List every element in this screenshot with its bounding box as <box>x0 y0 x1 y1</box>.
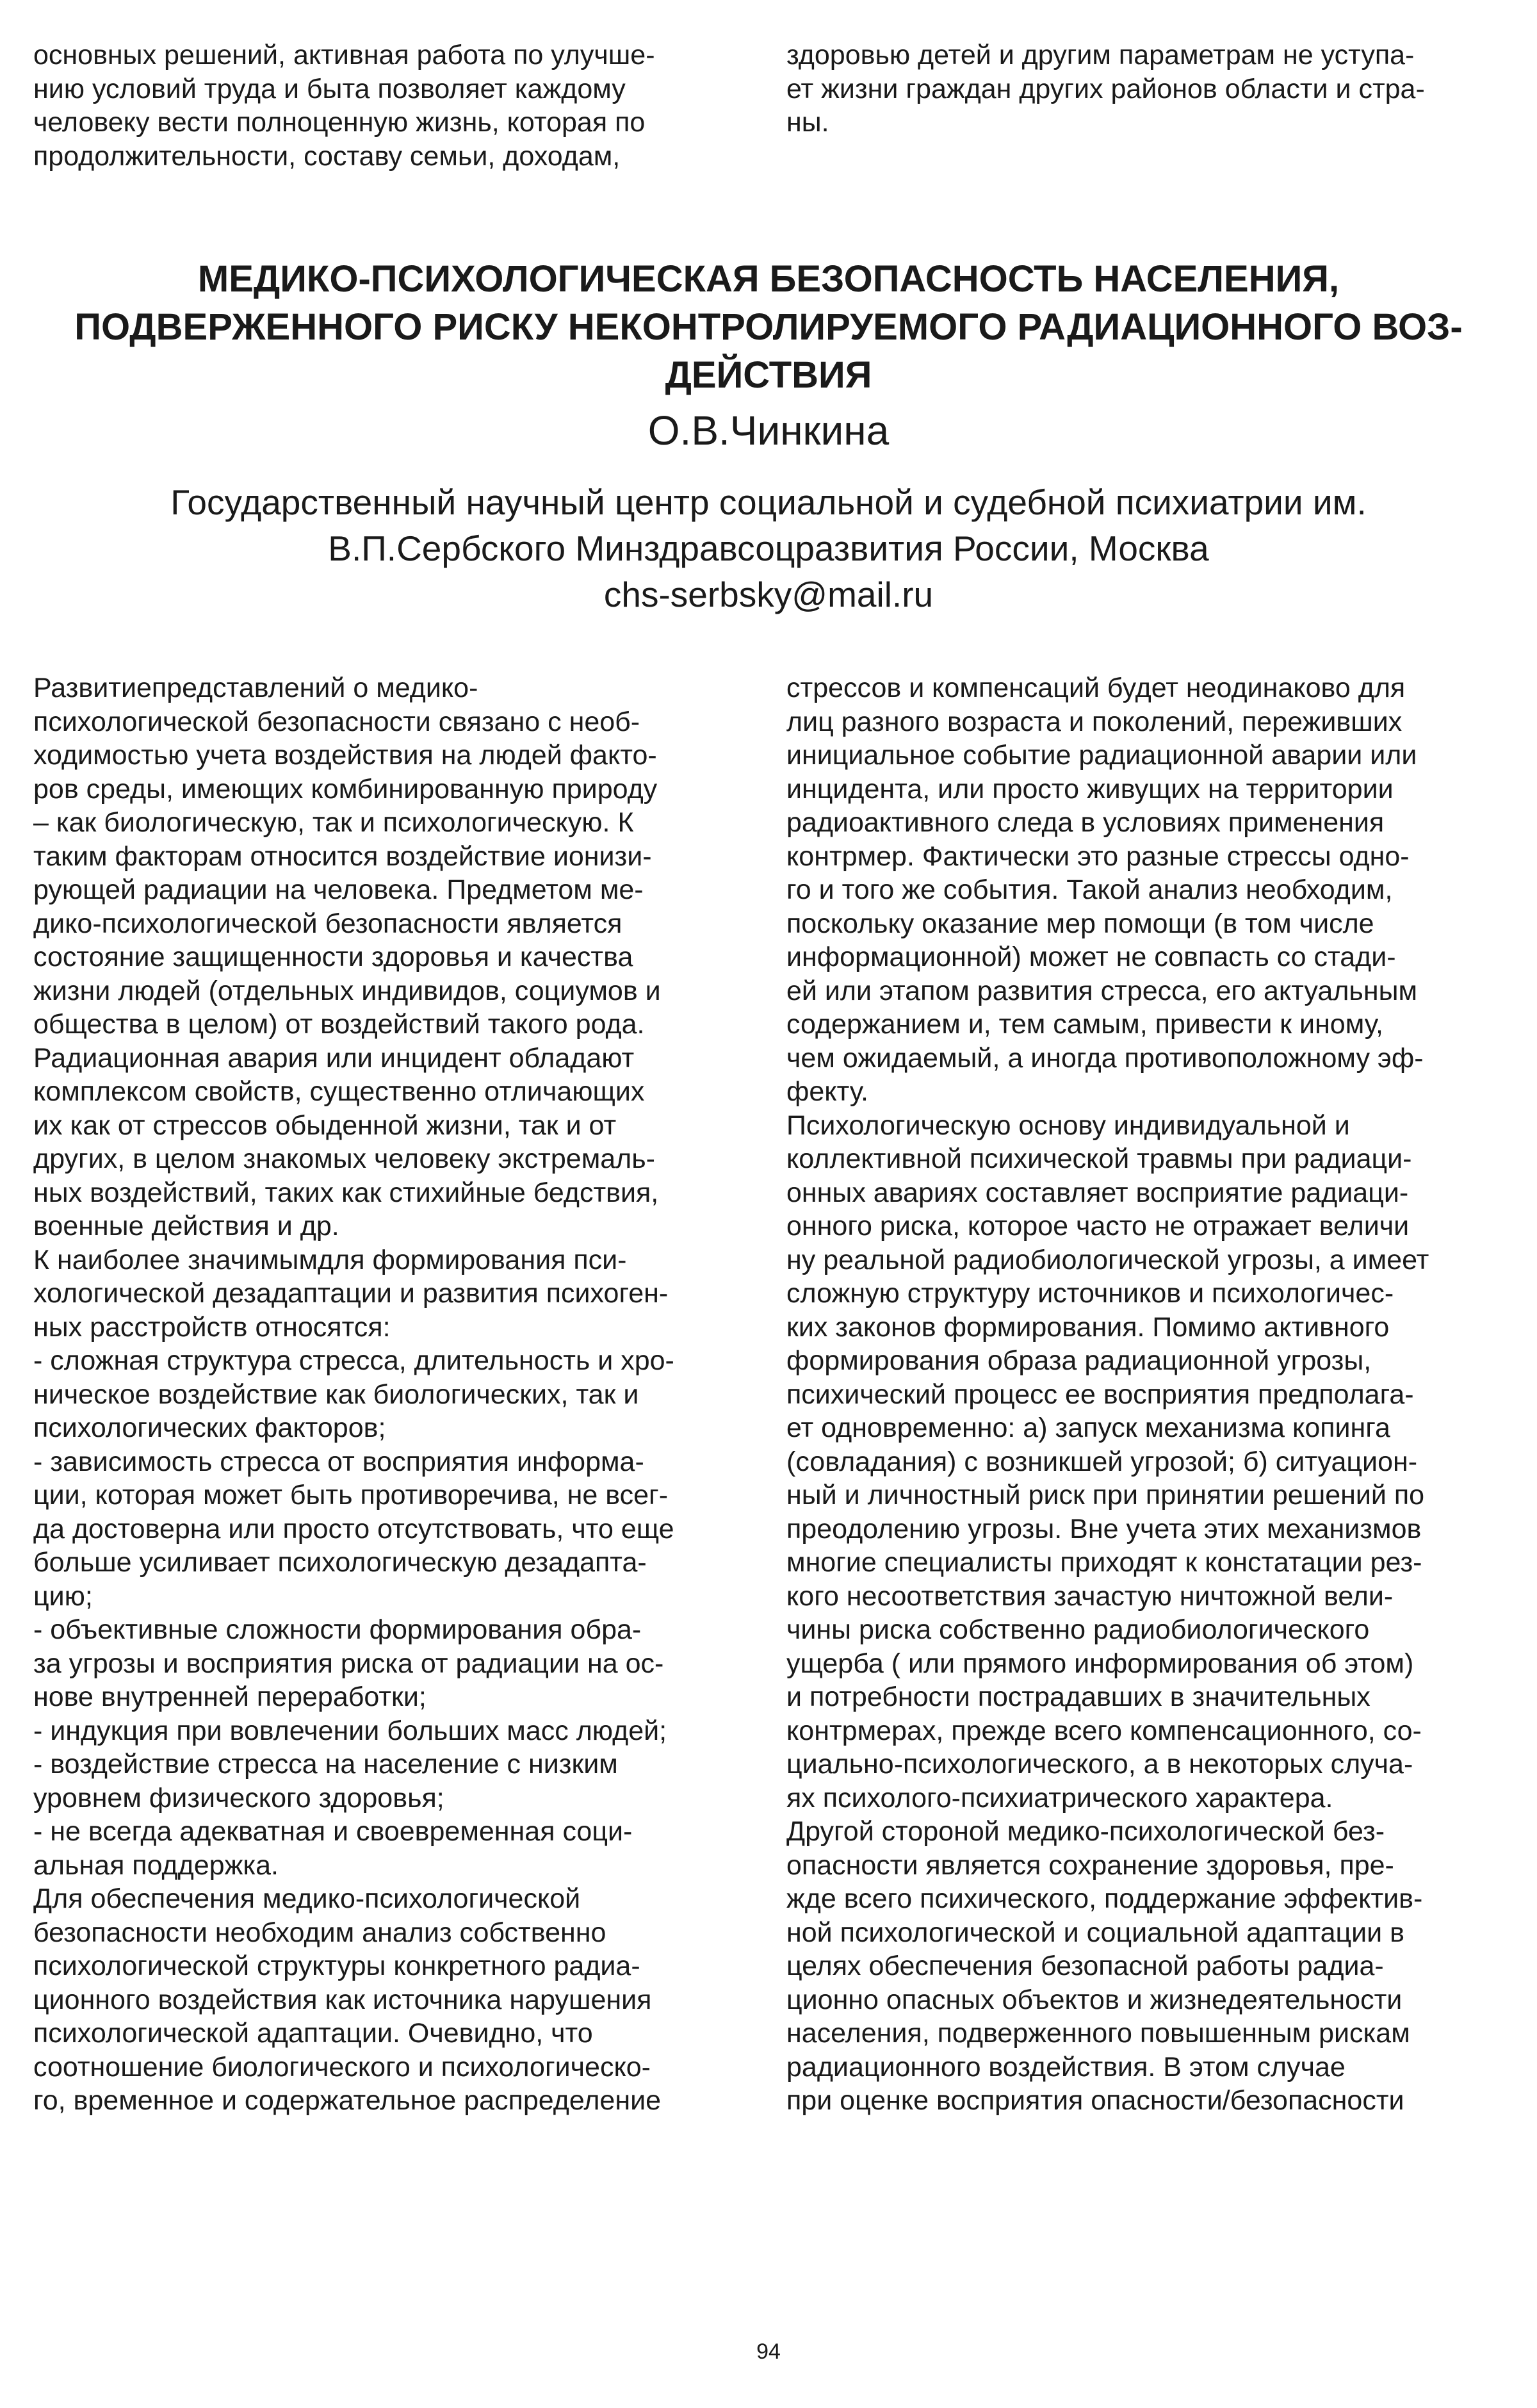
text-line: таким факторам относится воздействие ионизи- <box>33 840 652 872</box>
text-line: ционного воздействия как источника нарушения <box>33 1984 652 2015</box>
article-author: О.В.Чинкина <box>647 407 890 454</box>
text-line: - зависимость стресса от восприятия информа- <box>33 1446 644 1477</box>
text-line: целях обеспечения безопасной работы радиа- <box>786 1951 1384 1981</box>
prev-article-right-column <box>786 38 1507 140</box>
affiliation-line: В.П.Сербского Минздравсоцразвития России, Москва <box>328 528 1209 568</box>
text-line: ущерба ( или прямого информирования об этом) <box>786 1648 1414 1679</box>
text-line: ных расстройств относятся: <box>33 1311 391 1343</box>
text-line: ной психологической и социальной адаптации в <box>786 1917 1404 1948</box>
paragraph <box>33 1243 754 1345</box>
text-line: радиационного воздействия. В этом случае <box>786 2051 1346 2083</box>
text-line: психический процесс ее восприятия предполага- <box>786 1379 1414 1410</box>
text-line: Для обеспечения медико-психологической <box>33 1883 581 1914</box>
paragraph <box>786 1815 1507 2118</box>
text-line: преодолению угрозы. Вне учета этих механизмов <box>786 1513 1422 1544</box>
text-line: ны. <box>786 107 829 138</box>
paragraph <box>33 1815 754 1882</box>
text-line: - индукция при вовлечении больших масс людей; <box>33 1715 667 1746</box>
text-line: содержанием и, тем самым, привести к иному, <box>786 1009 1383 1040</box>
text-line: жде всего психического, поддержание эффектив- <box>786 1883 1423 1914</box>
text-line: ционно опасных объектов и жизнедеятельности <box>786 1984 1403 2015</box>
text-line: психологической безопасности связано с необ- <box>33 706 640 737</box>
text-line: - не всегда адекватная и своевременная соци- <box>33 1816 633 1847</box>
text-line: стрессов и компенсаций будет неодинаково для <box>786 673 1406 703</box>
text-line: альная поддержка. <box>33 1849 279 1881</box>
text-line: ких законов формирования. Помимо активного <box>786 1311 1390 1343</box>
paragraph <box>786 671 1507 1109</box>
text-line: ет одновременно: а) запуск механизма копинга <box>786 1413 1390 1443</box>
text-line: ходимостью учета воздействия на людей факто- <box>33 740 657 771</box>
text-line: многие специалисты приходят к констатации рез- <box>786 1547 1422 1578</box>
affiliation-line: Государственный научный центр социальной и судебной психиатрии им. <box>170 482 1367 522</box>
text-line: Радиационная авария или инцидент обладают <box>33 1042 635 1074</box>
paragraph <box>33 1882 754 2118</box>
text-line: ет жизни граждан других районов области и стра- <box>786 73 1425 104</box>
paragraph <box>33 1613 754 1714</box>
body-left-column <box>33 671 754 2118</box>
text-line: безопасности необходим анализ собственно <box>33 1917 606 1948</box>
paragraph <box>33 1344 754 1445</box>
author-affiliation <box>0 479 1537 618</box>
text-line: психологической структуры конкретного радиа- <box>33 1951 640 1981</box>
text-line: психологической адаптации. Очевидно, что <box>33 2018 593 2049</box>
text-line: ный и личностный риск при принятии решений по <box>786 1480 1425 1511</box>
text-line: - воздействие стресса на население с низким <box>33 1749 618 1780</box>
text-line: - сложная структура стресса, длительность и хро- <box>33 1345 674 1376</box>
author-email: chs-serbsky@mail.ru <box>603 575 934 614</box>
text-line: других, в целом знакомых человеку экстремаль- <box>33 1143 655 1174</box>
text-line: ях психолого-психиатрического характера. <box>786 1782 1333 1814</box>
text-line: поскольку оказание мер помощи (в том числе <box>786 908 1374 939</box>
text-line: здоровью детей и другим параметрам не уступа- <box>786 40 1415 70</box>
text-line: опасности является сохранение здоровья, пре- <box>786 1849 1394 1881</box>
text-line: фекту. <box>786 1076 868 1107</box>
paragraph <box>786 1109 1507 1815</box>
text-line: – как биологическую, так и психологическую. К <box>33 807 634 838</box>
text-line: больше усиливает психологическую дезадапта- <box>33 1547 647 1578</box>
text-line: нию условий труда и быта позволяет каждому <box>33 73 626 104</box>
text-line: сложную структуру источников и психологичес- <box>786 1278 1394 1309</box>
text-line: лиц разного возраста и поколений, переживших <box>786 706 1403 737</box>
text-line: и потребности пострадавших в значительных <box>786 1682 1370 1712</box>
text-line: циально-психологического, а в некоторых случа- <box>786 1749 1413 1780</box>
text-line: уровнем физического здоровья; <box>33 1782 444 1814</box>
text-line: дико-психологической безопасности является <box>33 908 622 939</box>
page-number: 94 <box>756 2339 781 2364</box>
paragraph <box>33 671 754 1042</box>
text-line: Психологическую основу индивидуальной и <box>786 1110 1350 1141</box>
text-line: радиоактивного следа в условиях применения <box>786 807 1385 838</box>
title-line: ДЕЙСТВИЯ <box>665 354 872 396</box>
text-line: коллективной психической травмы при радиаци- <box>786 1143 1412 1174</box>
paragraph <box>33 1445 754 1614</box>
paragraph <box>33 1042 754 1243</box>
body-right-column <box>786 671 1507 2118</box>
text-line: информационной) может не совпасть со стади- <box>786 942 1396 972</box>
text-line: чины риска собственно радиобиологического <box>786 1614 1370 1645</box>
title-line: МЕДИКО-ПСИХОЛОГИЧЕСКАЯ БЕЗОПАСНОСТЬ НАСЕЛЕНИЯ, <box>197 258 1340 300</box>
text-line: цию; <box>33 1580 93 1612</box>
text-line: Развитиепредставлений о медико- <box>33 673 478 703</box>
text-line: онных авариях составляет восприятие радиаци- <box>786 1177 1409 1208</box>
text-line: го, временное и содержательное распределение <box>33 2085 662 2116</box>
text-line: человеку вести полноценную жизнь, которая по <box>33 107 646 138</box>
text-line: го и того же события. Такой анализ необходим, <box>786 874 1393 905</box>
text-line: ей или этапом развития стресса, его актуальным <box>786 975 1418 1006</box>
text-line: (совладания) с возникшей угрозой; б) ситуацион- <box>786 1446 1418 1477</box>
text-line: комплексом свойств, существенно отличающих <box>33 1076 645 1107</box>
text-line: хологической дезадаптации и развития психоген- <box>33 1278 669 1309</box>
text-line: формирования образа радиационной угрозы, <box>786 1345 1372 1376</box>
text-line: - объективные сложности формирования обра- <box>33 1614 642 1645</box>
text-line: инцидента, или просто живущих на территории <box>786 773 1394 805</box>
text-line: их как от стрессов обыденной жизни, так и от <box>33 1110 617 1141</box>
text-line: инициальное событие радиационной аварии или <box>786 740 1417 771</box>
text-line: да достоверна или просто отсутствовать, что еще <box>33 1513 674 1544</box>
text-line: кого несоответствия зачастую ничтожной вели- <box>786 1580 1394 1612</box>
text-line: соотношение биологического и психологическо- <box>33 2051 651 2083</box>
text-line: населения, подверженного повышенным рискам <box>786 2018 1410 2049</box>
paragraph <box>33 1714 754 1748</box>
text-line: военные действия и др. <box>33 1211 339 1241</box>
text-line: продолжительности, составу семьи, доходам, <box>33 140 621 172</box>
text-line: ции, которая может быть противоречива, не всег- <box>33 1480 669 1511</box>
text-line: К наиболее значимымдля формирования пси- <box>33 1244 627 1275</box>
text-line: Другой стороной медико-психологической без- <box>786 1816 1385 1847</box>
text-line: ну реальной радиобиологической угрозы, а имеет <box>786 1244 1429 1275</box>
paragraph <box>33 1748 754 1815</box>
article-title <box>51 255 1486 399</box>
text-line: онного риска, которое часто не отражает величи <box>786 1211 1410 1241</box>
text-line: чем ожидаемый, а иногда противоположному эф- <box>786 1042 1424 1074</box>
title-line: ПОДВЕРЖЕННОГО РИСКУ НЕКОНТРОЛИРУЕМОГО РАДИАЦИОННОГО ВОЗ- <box>74 306 1463 348</box>
text-line: контрмер. Фактически это разные стрессы одно- <box>786 840 1410 872</box>
text-line: нове внутренней переработки; <box>33 1682 427 1712</box>
text-line: за угрозы и восприятия риска от радиации на ос- <box>33 1648 664 1679</box>
text-line: жизни людей (отдельных индивидов, социумов и <box>33 975 661 1006</box>
text-line: при оценке восприятия опасности/безопасности <box>786 2085 1404 2116</box>
text-line: основных решений, активная работа по улучше- <box>33 40 655 70</box>
text-line: ническое воздействие как биологических, так и <box>33 1379 639 1410</box>
text-line: ров среды, имеющих комбинированную природу <box>33 773 658 805</box>
prev-article-left-column <box>33 38 754 173</box>
text-line: рующей радиации на человека. Предметом ме- <box>33 874 644 905</box>
text-line: психологических факторов; <box>33 1413 386 1443</box>
text-line: общества в целом) от воздействий такого рода. <box>33 1009 645 1040</box>
text-line: ных воздействий, таких как стихийные бедствия, <box>33 1177 659 1208</box>
text-line: состояние защищенности здоровья и качества <box>33 942 633 972</box>
text-line: контрмерах, прежде всего компенсационного, со- <box>786 1715 1422 1746</box>
